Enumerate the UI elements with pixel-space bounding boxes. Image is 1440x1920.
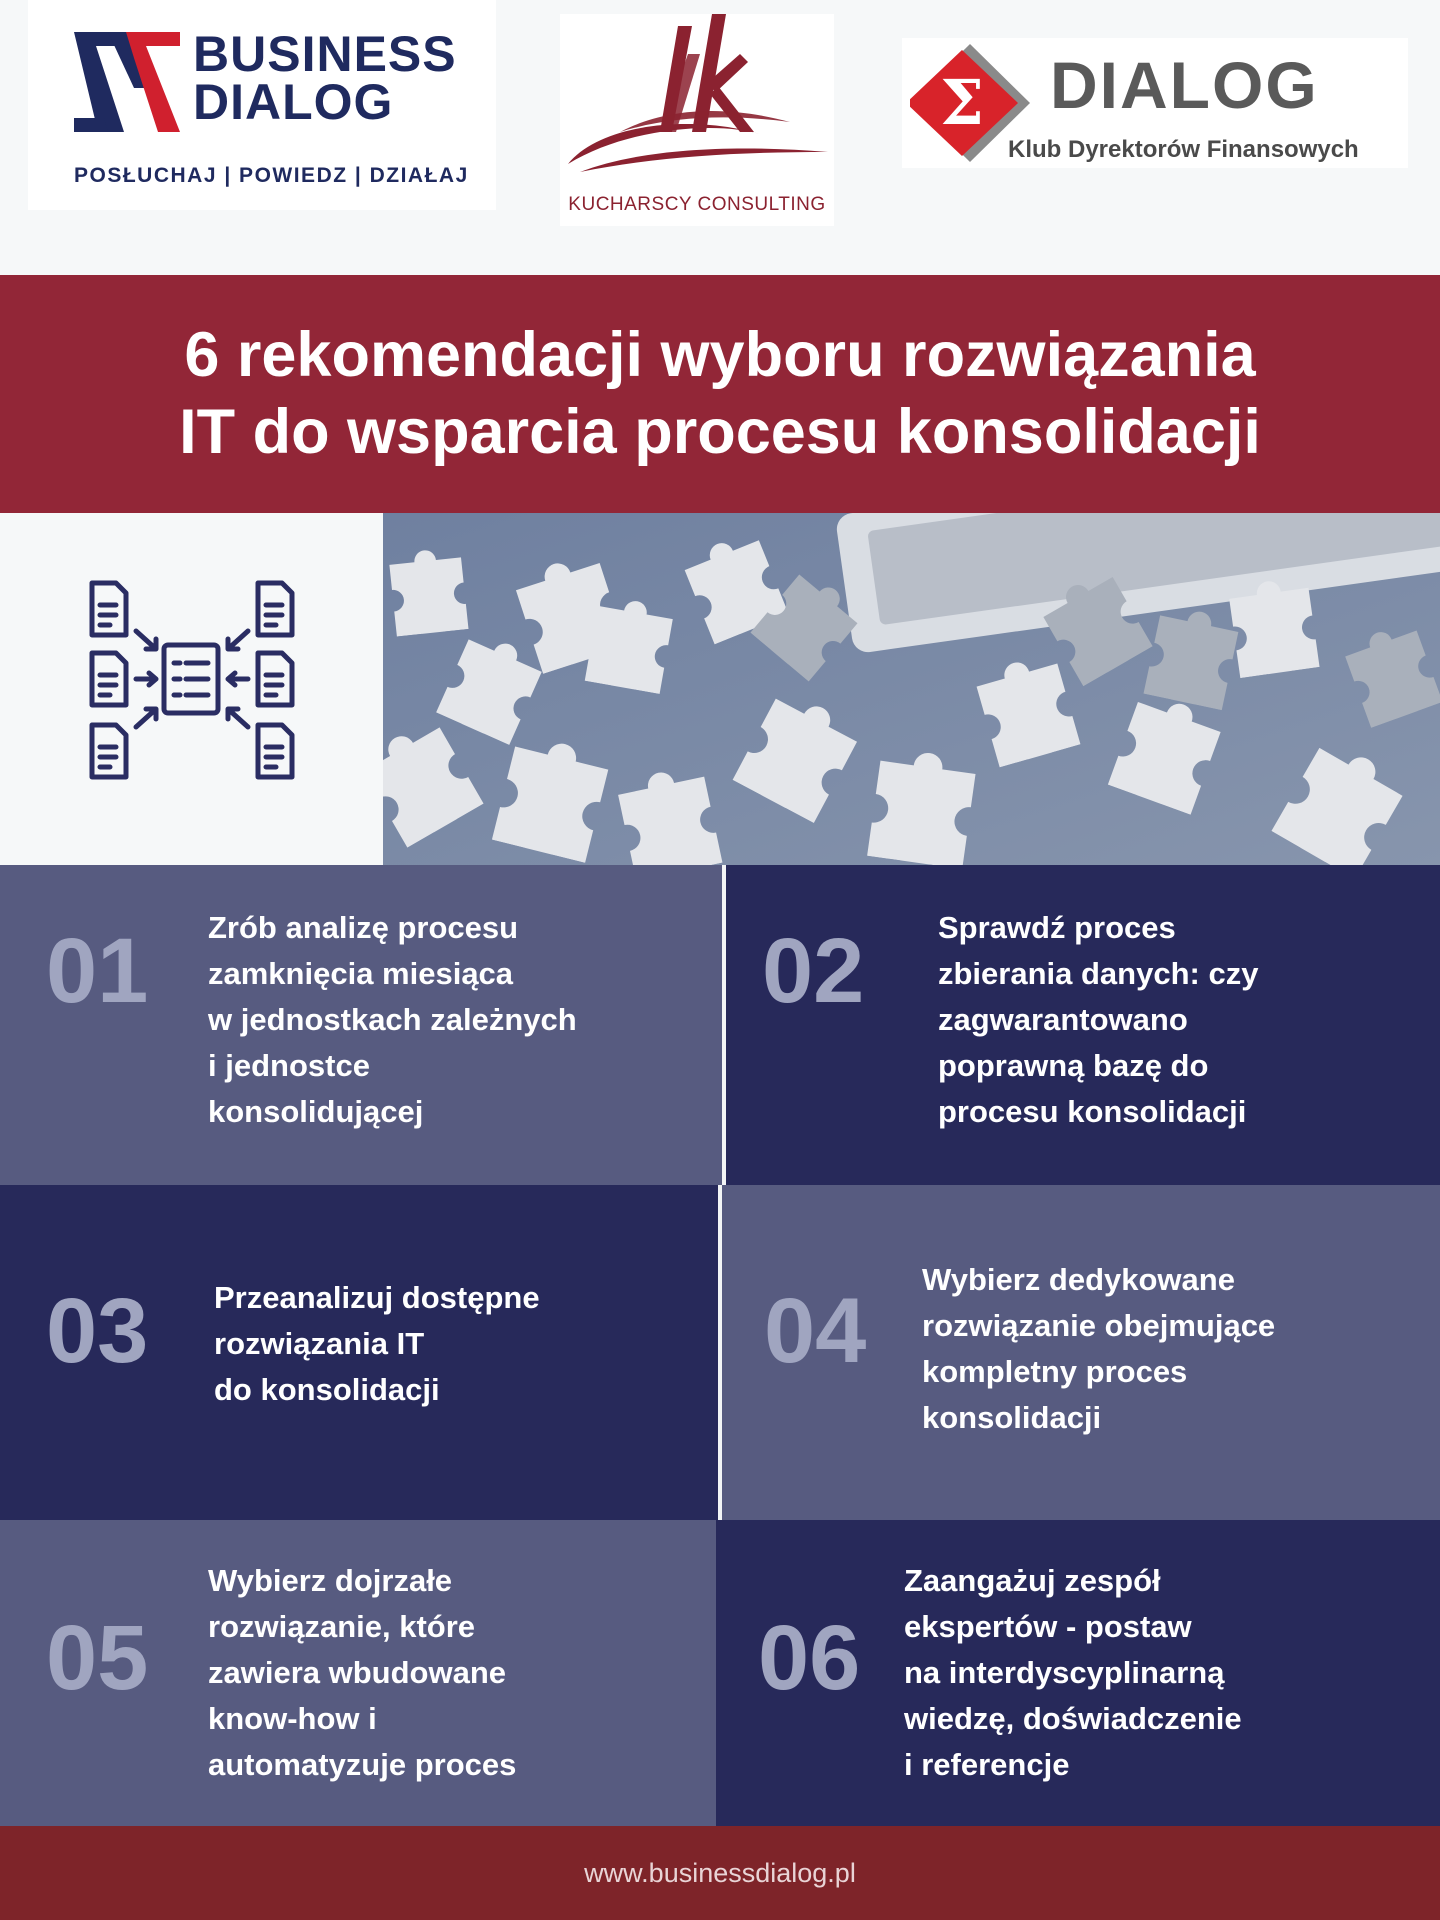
recommendation-number: 05 bbox=[46, 1607, 149, 1709]
puzzle-pieces-photo bbox=[383, 513, 1440, 865]
page-title-line1: 6 rekomendacji wyboru rozwiązania bbox=[184, 320, 1256, 390]
recommendation-line: do konsolidacji bbox=[214, 1372, 440, 1407]
recommendation-line: Wybierz dojrzałe bbox=[208, 1563, 453, 1598]
recommendation-line: i jednostce bbox=[208, 1048, 370, 1083]
recommendation-number: 03 bbox=[46, 1280, 149, 1382]
logo-header bbox=[0, 0, 1440, 275]
business-dialog-logo bbox=[28, 0, 496, 210]
recommendation-text bbox=[208, 905, 577, 1135]
recommendation-text bbox=[208, 1558, 516, 1788]
kucharscy-monogram-icon bbox=[560, 14, 834, 189]
recommendation-line: automatyzuje proces bbox=[208, 1747, 517, 1782]
recommendation-02 bbox=[726, 865, 1440, 1185]
business-dialog-name bbox=[193, 26, 457, 130]
business-dialog-name-line2: DIALOG bbox=[193, 74, 394, 130]
recommendation-01 bbox=[0, 865, 722, 1185]
recommendation-line: na interdyscyplinarną bbox=[904, 1655, 1225, 1690]
recommendation-line: zamknięcia miesiąca bbox=[208, 956, 514, 991]
dialog-club-subtitle: Klub Dyrektorów Finansowych bbox=[1008, 136, 1359, 163]
recommendation-line: rozwiązania IT bbox=[214, 1326, 425, 1361]
recommendation-line: w jednostkach zależnych bbox=[208, 1002, 577, 1037]
page-title bbox=[70, 317, 1370, 471]
kucharscy-name: KUCHARSCY CONSULTING bbox=[568, 194, 826, 215]
recommendation-number: 01 bbox=[46, 920, 149, 1022]
recommendation-line: zagwarantowano bbox=[938, 1002, 1188, 1037]
recommendation-line: zawiera wbudowane bbox=[208, 1655, 507, 1690]
recommendation-line: Przeanalizuj dostępne bbox=[214, 1280, 540, 1315]
recommendation-line: zbierania danych: czy bbox=[938, 956, 1259, 991]
recommendation-text bbox=[938, 905, 1258, 1135]
website-link[interactable]: www.businessdialog.pl bbox=[584, 1857, 856, 1888]
business-dialog-name-line1: BUSINESS bbox=[193, 26, 457, 82]
recommendation-line: procesu konsolidacji bbox=[938, 1094, 1247, 1129]
dialog-club-logo bbox=[902, 38, 1408, 168]
recommendation-line: konsolidacji bbox=[922, 1400, 1102, 1435]
business-dialog-mark-icon bbox=[74, 32, 180, 132]
recommendation-line: know-how i bbox=[208, 1701, 377, 1736]
svg-text:Σ: Σ bbox=[940, 66, 984, 139]
puzzle-photo-illustration bbox=[383, 513, 1440, 865]
recommendation-number: 02 bbox=[762, 920, 865, 1022]
recommendation-text bbox=[214, 1275, 540, 1413]
banner-icon-area bbox=[0, 513, 383, 865]
recommendation-05 bbox=[0, 1520, 716, 1826]
recommendation-line: wiedzę, doświadczenie bbox=[904, 1701, 1242, 1736]
recommendation-number: 06 bbox=[758, 1607, 861, 1709]
recommendation-line: rozwiązanie, które bbox=[208, 1609, 476, 1644]
recommendation-line: Zaangażuj zespół bbox=[904, 1563, 1161, 1598]
recommendation-line: poprawną bazę do bbox=[938, 1048, 1209, 1083]
recommendation-text bbox=[922, 1257, 1275, 1441]
recommendation-text bbox=[904, 1558, 1242, 1788]
title-band bbox=[0, 275, 1440, 513]
recommendation-04 bbox=[722, 1185, 1440, 1520]
recommendation-line: rozwiązanie obejmujące bbox=[922, 1308, 1276, 1343]
recommendation-line: kompletny proces bbox=[922, 1354, 1188, 1389]
recommendation-06 bbox=[716, 1520, 1440, 1826]
recommendation-03 bbox=[0, 1185, 718, 1520]
recommendation-number: 04 bbox=[764, 1280, 867, 1382]
business-dialog-tagline: POSŁUCHAJ | POWIEDZ | DZIAŁAJ bbox=[74, 164, 469, 187]
page-title-line2: IT do wsparcia procesu konsolidacji bbox=[179, 397, 1261, 467]
footer bbox=[0, 1826, 1440, 1920]
dialog-club-name: DIALOG bbox=[1050, 48, 1319, 122]
recommendation-line: Zrób analizę procesu bbox=[208, 910, 519, 945]
document-consolidation-icon bbox=[0, 513, 383, 865]
recommendation-line: Sprawdź proces bbox=[938, 910, 1176, 945]
recommendation-line: ekspertów - postaw bbox=[904, 1609, 1192, 1644]
recommendation-line: Wybierz dedykowane bbox=[922, 1262, 1235, 1297]
kucharscy-consulting-logo bbox=[560, 14, 834, 226]
recommendation-line: konsolidującej bbox=[208, 1094, 424, 1129]
recommendation-line: i referencje bbox=[904, 1747, 1070, 1782]
